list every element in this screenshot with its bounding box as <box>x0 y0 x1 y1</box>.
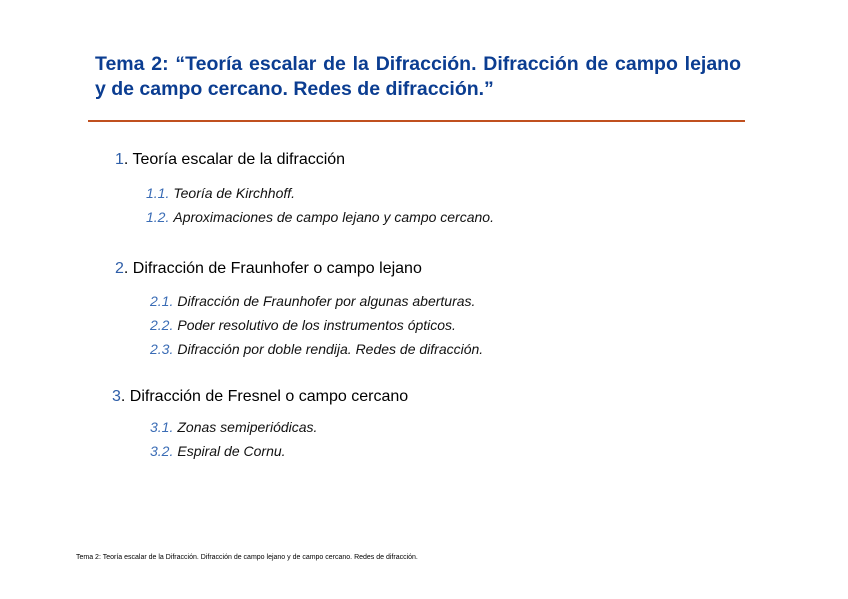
subitem-number: 3.1. <box>150 419 174 435</box>
list-item <box>150 337 483 361</box>
subitem-text: Poder resolutivo de los instrumentos ópticos. <box>177 317 456 333</box>
section-1-label: . Teoría escalar de la difracción <box>123 151 346 168</box>
list-item <box>146 181 494 205</box>
section-2-subitems <box>150 289 483 361</box>
subitem-number: 2.3. <box>150 341 174 357</box>
list-item <box>150 415 317 439</box>
subitem-number: 2.2. <box>150 317 174 333</box>
subitem-number: 3.2. <box>150 443 174 459</box>
list-item <box>150 313 483 337</box>
title-divider <box>88 120 745 122</box>
section-3-heading <box>112 387 408 407</box>
section-1-number: 1 <box>115 151 124 168</box>
section-2-label: . Difracción de Fraunhofer o campo lejano <box>123 260 422 277</box>
subitem-text: Zonas semiperiódicas. <box>177 419 318 435</box>
list-item <box>146 205 494 229</box>
section-1-subitems <box>146 181 494 229</box>
subitem-number: 1.1. <box>146 185 170 201</box>
section-2-number: 2 <box>115 260 124 277</box>
subitem-number: 2.1. <box>150 293 174 309</box>
section-1-heading <box>115 150 345 170</box>
subitem-text: Difracción por doble rendija. Redes de difracción. <box>177 341 484 357</box>
footer-text: Tema 2: Teoría escalar de la Difracción. Difracción de campo lejano y de campo cercano. Redes de difracción. <box>76 554 418 561</box>
subitem-number: 1.2. <box>146 209 170 225</box>
subitem-text: Teoría de Kirchhoff. <box>173 185 296 201</box>
slide-title: Tema 2: “Teoría escalar de la Difracción. Difracción de campo lejano y de campo cercano. Redes de difracción.” <box>95 53 741 100</box>
list-item <box>150 289 483 313</box>
list-item <box>150 439 317 463</box>
subitem-text: Aproximaciones de campo lejano y campo cercano. <box>173 209 494 225</box>
subitem-text: Difracción de Fraunhofer por algunas aberturas. <box>177 293 476 309</box>
subitem-text: Espiral de Cornu. <box>177 443 286 459</box>
section-3-number: 3 <box>112 388 121 405</box>
section-2-heading <box>115 259 422 279</box>
section-3-subitems <box>150 415 317 463</box>
section-3-label: . Difracción de Fresnel o campo cercano <box>120 388 409 405</box>
